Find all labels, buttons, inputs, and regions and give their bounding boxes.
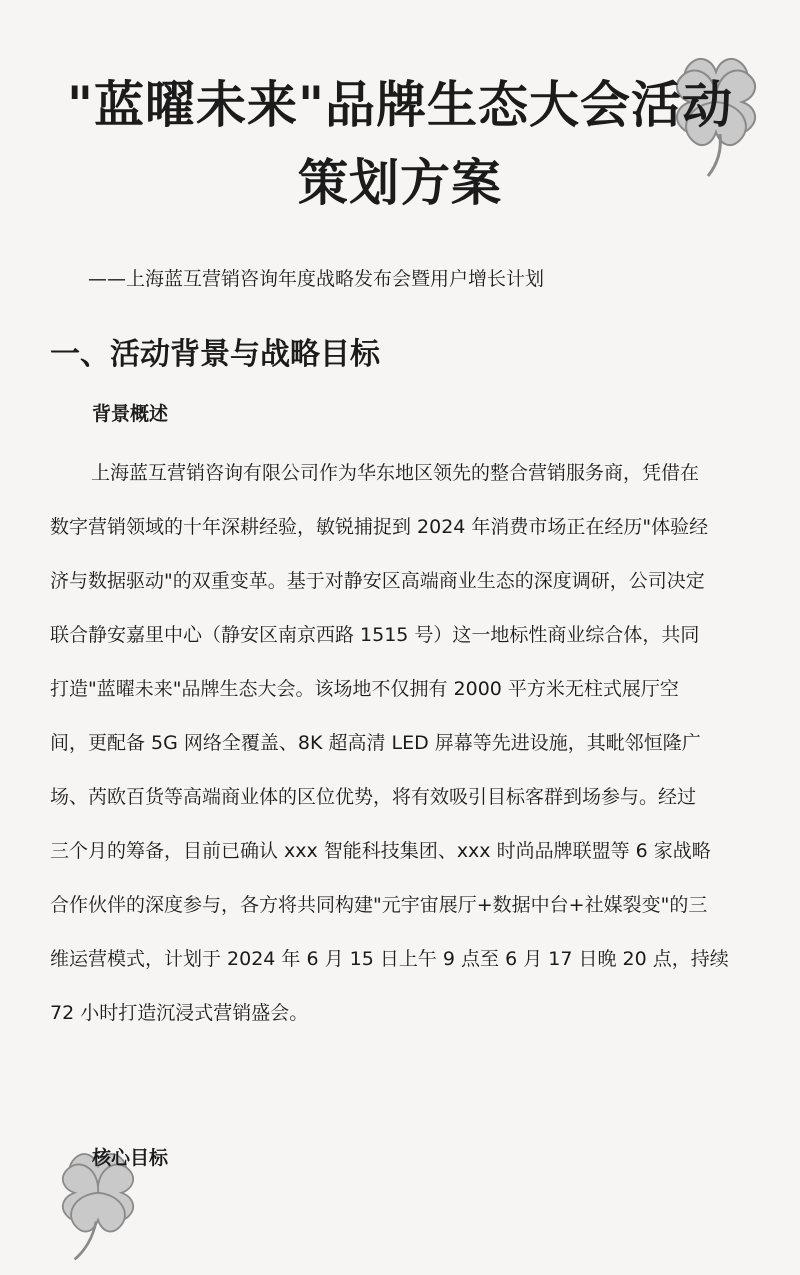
core-goals-heading: 核心目标 — [92, 1147, 169, 1169]
paragraph-line: 72 小时打造沉浸式营销盛会。 — [50, 1002, 309, 1024]
background-heading: 背景概述 — [92, 403, 169, 425]
paragraph-line: 间，更配备 5G 网络全覆盖、8K 超高清 LED 屏幕等先进设施，其毗邻恒隆广 — [50, 732, 701, 754]
document-title-line1: "蓝曜未来"品牌生态大会活动 — [66, 76, 734, 134]
document-title-line2: 策划方案 — [298, 154, 502, 212]
paragraph-line: 打造"蓝曜未来"品牌生态大会。该场地不仅拥有 2000 平方米无柱式展厅空 — [50, 678, 679, 700]
paragraph-line: 维运营模式，计划于 2024 年 6 月 15 日上午 9 点至 6 月 17 日晚 20 点，持续 — [50, 948, 729, 970]
paragraph-line: 数字营销领域的十年深耕经验，敏锐捕捉到 2024 年消费市场正在经历"体验经 — [50, 516, 709, 538]
paragraph-line: 三个月的筹备，目前已确认 xxx 智能科技集团、xxx 时尚品牌联盟等 6 家战略 — [50, 840, 711, 862]
paragraph-line: 合作伙伴的深度参与，各方将共同构建"元宇宙展厅+数据中台+社媒裂变"的三 — [50, 894, 708, 916]
paragraph-line: 场、芮欧百货等高端商业体的区位优势，将有效吸引目标客群到场参与。经过 — [50, 786, 697, 808]
background-paragraph — [50, 451, 750, 1045]
section1-heading: 一、活动背景与战略目标 — [50, 337, 380, 372]
paragraph-line: 上海蓝互营销咨询有限公司作为华东地区领先的整合营销服务商，凭借在 — [91, 462, 700, 484]
document-subtitle: ——上海蓝互营销咨询年度战略发布会暨用户增长计划 — [88, 268, 545, 290]
paragraph-line: 联合静安嘉里中心（静安区南京西路 1515 号）这一地标性商业综合体，共同 — [50, 624, 700, 646]
paragraph-line: 济与数据驱动"的双重变革。基于对静安区高端商业生态的深度调研，公司决定 — [50, 570, 705, 592]
